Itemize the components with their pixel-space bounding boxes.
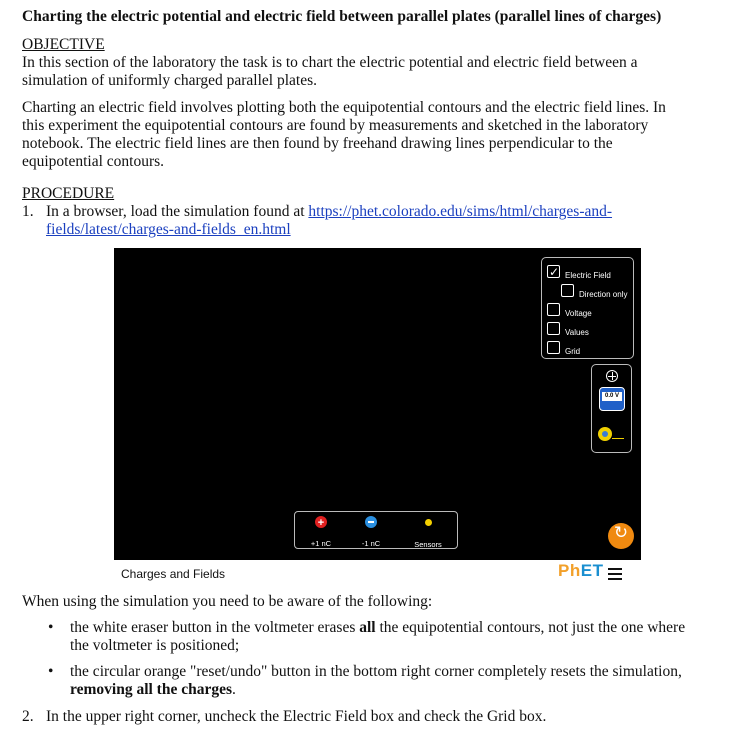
- positive-charge-source[interactable]: [301, 516, 341, 553]
- bullet-symbol: •: [48, 663, 54, 680]
- toolbox: [591, 364, 632, 453]
- step-2-text: In the upper right corner, uncheck the Electric Field box and check the Grid box.: [46, 708, 547, 725]
- step-1-text: In a browser, load the simulation found at: [46, 203, 309, 220]
- measuring-tape-line: [612, 438, 624, 439]
- direction-only-label: Direction only: [579, 290, 628, 299]
- objective-p2-line3: notebook. The electric field lines are then found by freehand drawing lines perpendicular to the: [22, 135, 613, 152]
- positive-charge-icon[interactable]: [315, 516, 327, 528]
- bullet-1-line2: the voltmeter is positioned;: [70, 637, 240, 654]
- page-title: Charting the electric potential and electric field between parallel plates (parallel lines of charges): [22, 8, 662, 25]
- simulation-canvas[interactable]: [114, 248, 641, 560]
- menu-icon[interactable]: [608, 568, 622, 580]
- bullet-1-post: the equipotential contours, not just the one where: [375, 619, 686, 636]
- values-checkbox[interactable]: [547, 322, 560, 335]
- crosshair-icon[interactable]: [606, 370, 618, 382]
- negative-charge-source[interactable]: [351, 516, 391, 553]
- negative-charge-label: -1 nC: [361, 539, 381, 548]
- positive-charge-label: +1 nC: [310, 539, 332, 548]
- negative-charge-icon[interactable]: [365, 516, 377, 528]
- electric-field-label: Electric Field: [565, 271, 611, 280]
- objective-heading: OBJECTIVE: [22, 36, 105, 53]
- bullet-symbol: •: [48, 619, 54, 636]
- objective-p2-line4: equipotential contours.: [22, 153, 165, 170]
- simulation-name: Charges and Fields: [121, 567, 226, 581]
- objective-paragraph-2: [22, 99, 712, 171]
- voltage-label: Voltage: [565, 309, 592, 318]
- charges-toolbox: [294, 511, 458, 549]
- simulation-screenshot: [114, 248, 641, 585]
- grid-label: Grid: [565, 347, 581, 356]
- phet-logo[interactable]: PhET: [558, 561, 604, 580]
- reset-button[interactable]: [608, 523, 634, 549]
- step-2-number: 2.: [22, 708, 34, 725]
- step-1-number: 1.: [22, 203, 34, 220]
- bullet-1-pre: the white eraser button in the voltmeter erases: [70, 619, 360, 636]
- objective-p1-line1: In this section of the laboratory the task is to chart the electric potential and electric field between a: [22, 54, 638, 71]
- awareness-text: When using the simulation you need to be aware of the following:: [22, 593, 433, 610]
- objective-p2-line2: this experiment the equipotential contours are found by measurements and sketched in the laboratory: [22, 117, 649, 134]
- bullet-2-end: .: [232, 681, 236, 698]
- procedure-heading: PROCEDURE: [22, 185, 115, 202]
- sensor-icon[interactable]: [425, 519, 432, 526]
- simulation-link-part-1[interactable]: https://phet.colorado.edu/sims/html/charges-and-: [308, 203, 613, 220]
- voltmeter-reading: 0.0 V: [602, 392, 622, 401]
- display-options-panel: [541, 257, 634, 359]
- simulation-link-part-2[interactable]: fields/latest/charges-and-fields_en.html: [46, 221, 291, 238]
- sensors-source[interactable]: [408, 516, 448, 554]
- measuring-tape-icon[interactable]: [598, 427, 612, 441]
- objective-paragraph-1: [22, 54, 712, 90]
- values-label: Values: [565, 328, 589, 337]
- simulation-navbar: [114, 560, 641, 585]
- bullet-1-bold: all: [359, 619, 376, 636]
- bullet-2-line1: the circular orange "reset/undo" button in the bottom right corner completely resets the simulation,: [70, 663, 682, 680]
- grid-checkbox[interactable]: [547, 341, 560, 354]
- bullet-2-bold: removing all the charges: [70, 681, 233, 698]
- voltmeter[interactable]: [599, 387, 625, 411]
- electric-field-checkbox[interactable]: [547, 265, 560, 278]
- direction-only-checkbox[interactable]: [561, 284, 574, 297]
- objective-p2-line1: Charting an electric field involves plotting both the equipotential contours and the electric field lines. In: [22, 99, 666, 116]
- objective-p1-line2: simulation of uniformly charged parallel plates.: [22, 72, 317, 89]
- voltage-checkbox[interactable]: [547, 303, 560, 316]
- sensors-label: Sensors: [414, 540, 442, 549]
